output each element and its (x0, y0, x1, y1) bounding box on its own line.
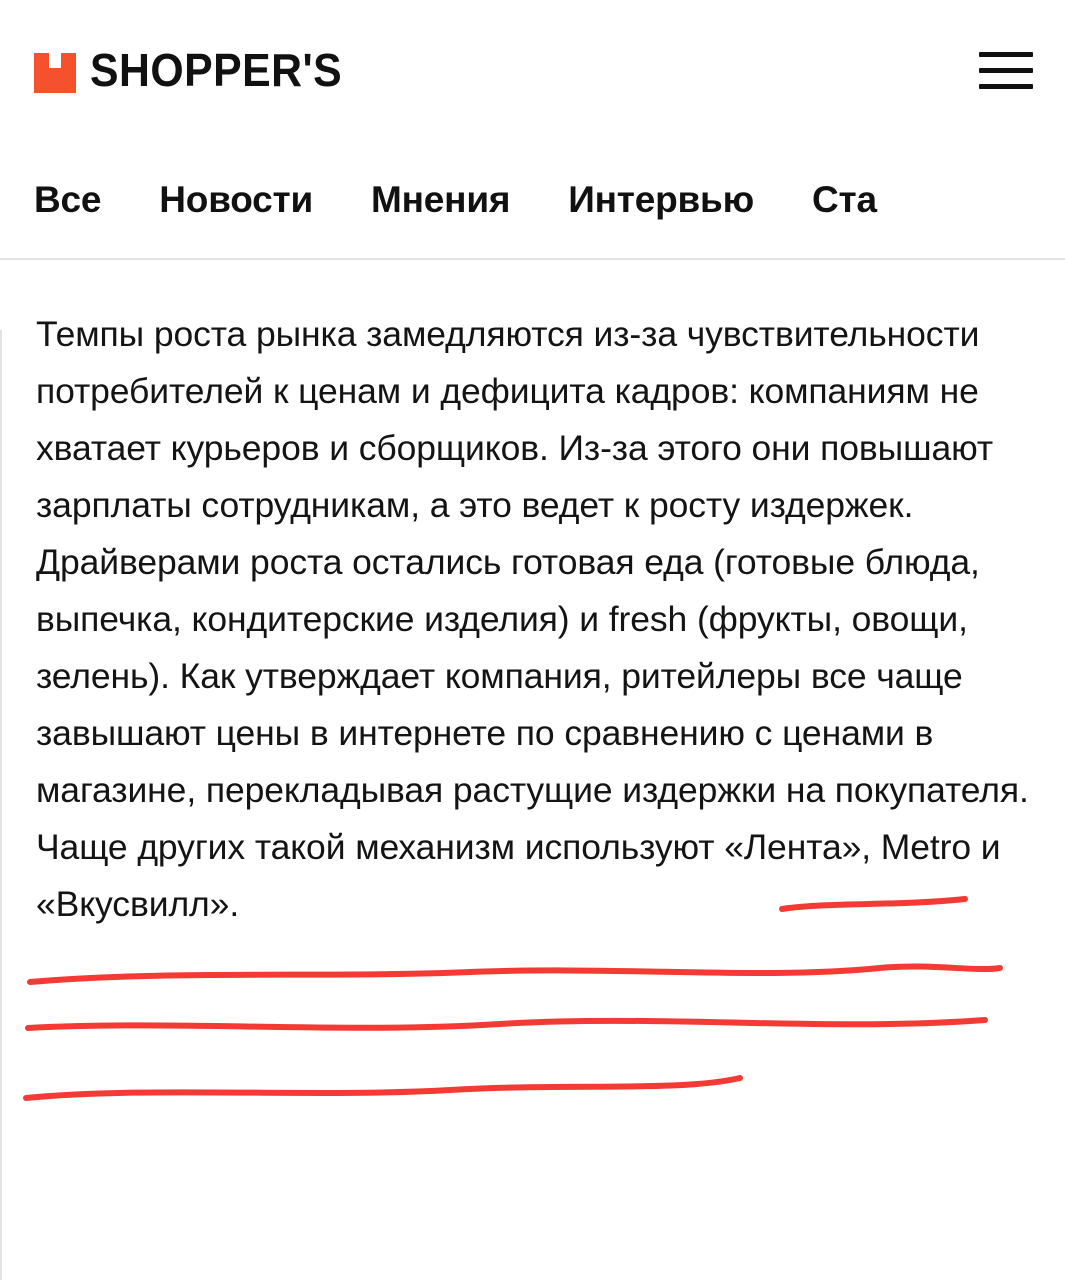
tab-all[interactable]: Все (34, 178, 102, 220)
shopping-bag-icon (34, 47, 76, 93)
menu-bar-3 (979, 84, 1033, 89)
tab-opinions[interactable]: Мнения (371, 178, 511, 220)
menu-bar-1 (979, 52, 1033, 57)
article-paragraph: Темпы роста рынка замедляются из-за чувствительности потребителей к ценам и дефицита кадров: компаниям не хватает курьеров и сборщиков. Из-за этого они повышают зарплаты сотрудникам, а это ведет к росту издержек. Драйверами роста остались готовая еда (готовые блюда, выпечка, кондитерские изделия) и fresh (фрукты, овощи, зелень). Как утверждает компания, ритейлеры все чаще завышают цены в интернете по сравнению с ценами в магазине, перекладывая растущие издержки на покупателя. Чаще других такой механизм используют «Лента», Metro и «Вкусвилл». (36, 314, 1029, 924)
brand-name: SHOPPER'S (90, 44, 343, 96)
article-body (0, 260, 1065, 933)
menu-bar-2 (979, 68, 1033, 73)
tab-articles[interactable]: Ста (812, 178, 877, 220)
left-edge-divider (0, 330, 2, 1280)
site-header (0, 0, 1065, 140)
hamburger-menu-icon[interactable] (977, 47, 1035, 93)
brand-logo[interactable] (34, 44, 361, 96)
tab-news[interactable]: Новости (159, 178, 314, 220)
underline-mark-2 (30, 966, 1000, 982)
underline-mark-4 (26, 1078, 740, 1098)
tab-interviews[interactable]: Интервью (568, 178, 754, 220)
underline-mark-3 (28, 1020, 985, 1028)
category-tabs[interactable] (0, 140, 1065, 260)
